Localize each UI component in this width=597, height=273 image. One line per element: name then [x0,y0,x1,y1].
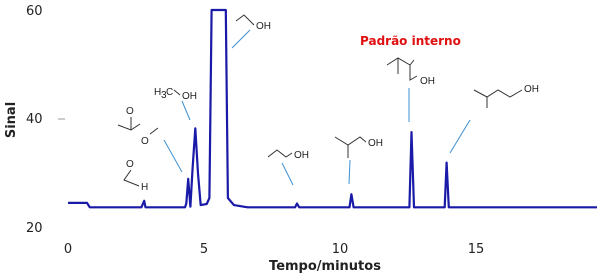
isobutanol-bonds [335,137,366,158]
y-tick-40: 40 [26,112,43,127]
leader-isobutanol [349,160,350,184]
formaldehyde-h-label: H [141,182,149,193]
structure-isobutanol [335,137,383,158]
propanol-bonds [268,150,292,157]
x-tick-5: 5 [199,242,209,257]
isoamyl-bonds [474,90,522,108]
ester-o2-label: O [141,136,149,147]
leader-isoamyl [450,120,470,153]
y-axis-title: Sinal [4,101,19,139]
x-tick-0: 0 [63,242,73,257]
y-tick-60: 60 [26,4,43,19]
structure-ethanol [236,15,271,32]
leader-ester [164,140,182,172]
structure-formaldehyde [124,159,148,193]
isoamyl-oh-label: OH [524,84,539,95]
y-tick-20: 20 [26,221,43,236]
standard-bonds [387,58,417,80]
standard-oh-label: OH [420,76,435,87]
methanol-c-label: C [166,87,174,98]
propanol-oh-label: OH [294,150,309,161]
x-tick-10: 10 [331,242,349,257]
isobutanol-oh-label: OH [368,138,383,149]
leader-ethanol [232,30,250,48]
ethanol-bonds [236,15,254,25]
formaldehyde-o-label: O [126,159,134,170]
ester-o1-label: O [126,106,134,117]
x-axis-title: Tempo/minutos [269,259,381,273]
y-axis [4,4,65,236]
series-line [68,10,597,207]
structure-isoamyl [474,84,539,108]
structure-propanol [268,150,309,161]
methanol-h-label: H [154,87,162,98]
structure-internal-standard [360,34,461,87]
leader-propanol [282,163,293,185]
internal-standard-label: Padrão interno [360,34,461,48]
structure-ester [118,106,158,147]
x-tick-15: 15 [467,242,485,257]
methanol-sub-label: 3 [161,90,167,101]
formaldehyde-bond [124,170,139,186]
methanol-bond [174,90,180,95]
ethanol-oh-label: OH [256,21,271,32]
methanol-oh-label: OH [182,91,197,102]
leader-methanol [182,101,190,120]
x-axis [64,242,484,273]
ester-bonds [118,117,158,134]
structure-methanol [154,87,197,102]
